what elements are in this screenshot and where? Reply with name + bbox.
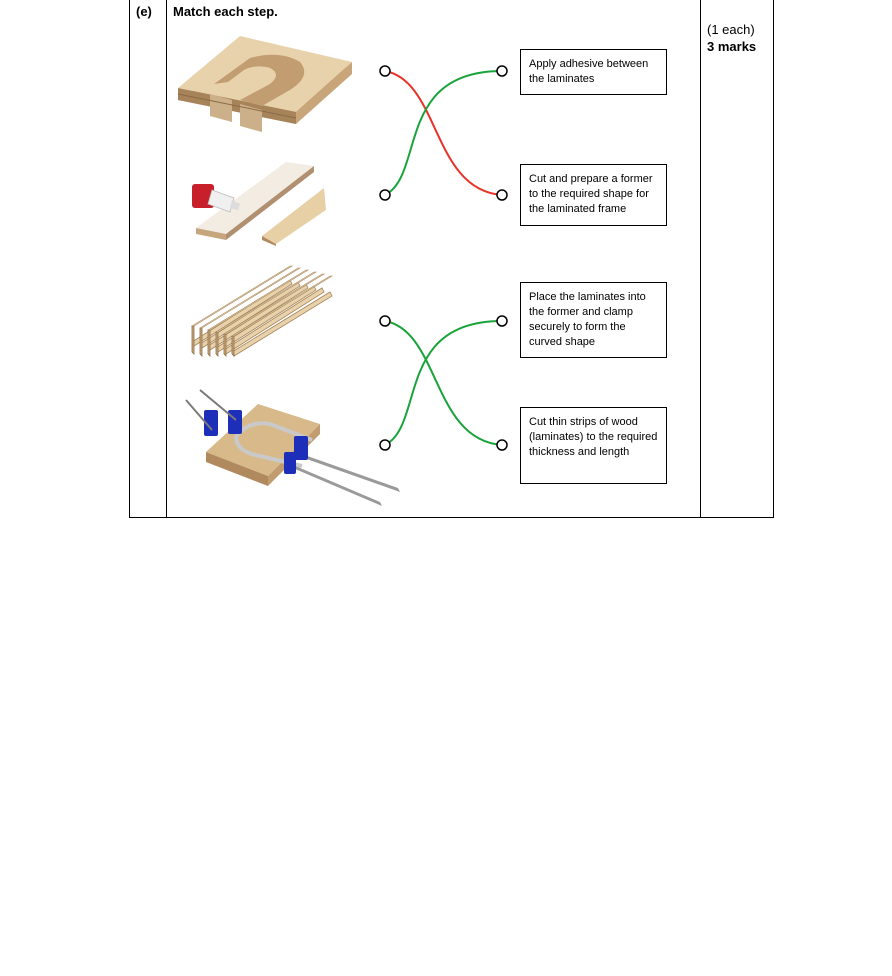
match-lines xyxy=(385,71,502,445)
connector-dots xyxy=(380,66,507,450)
glue-application-image xyxy=(192,162,326,246)
step-text: Cut thin strips of wood (laminates) to the required thickness and length xyxy=(529,416,658,458)
step-text: Place the laminates into the former and clamp securely to form the curved shape xyxy=(529,291,646,348)
marks-each: (1 each) xyxy=(707,22,755,37)
wooden-former-image xyxy=(178,36,352,132)
instruction-text: Match each step. xyxy=(173,4,278,19)
step-box-former xyxy=(520,164,667,226)
connector-dot xyxy=(497,440,507,450)
step-text: Cut and prepare a former to the required shape for the laminated frame xyxy=(529,173,653,215)
step-box-adhesive xyxy=(520,49,667,95)
match-line xyxy=(385,71,502,195)
connector-dot xyxy=(497,66,507,76)
connector-dot xyxy=(380,66,390,76)
match-line xyxy=(385,321,502,445)
marks-total: 3 marks xyxy=(707,39,757,54)
connector-dot xyxy=(380,316,390,326)
connector-dot xyxy=(380,190,390,200)
part-label: (e) xyxy=(136,4,152,19)
step-text: Apply adhesive between the laminates xyxy=(529,58,649,85)
connector-dot xyxy=(380,440,390,450)
clamped-former-image xyxy=(186,390,400,506)
step-box-clamp xyxy=(520,282,667,358)
connector-dot xyxy=(497,190,507,200)
match-line xyxy=(385,71,502,195)
step-box-strips xyxy=(520,407,667,484)
thin-wood-strips-image xyxy=(192,266,332,356)
match-line xyxy=(385,321,502,445)
connector-dot xyxy=(497,316,507,326)
